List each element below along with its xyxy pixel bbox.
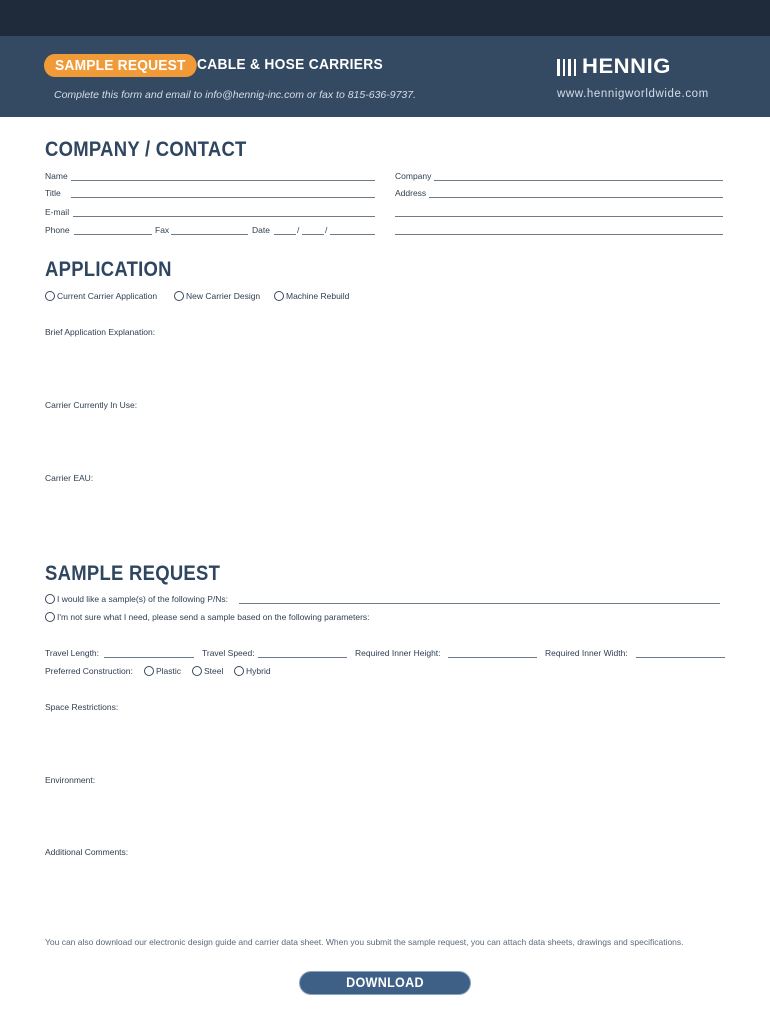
parameters-radio[interactable] <box>45 612 55 622</box>
logo-bar-icon <box>557 59 560 76</box>
phone-label: Phone <box>45 225 70 235</box>
website-link[interactable]: www.hennigworldwide.com <box>557 88 709 100</box>
inner-height-label: Required Inner Height: <box>355 648 441 658</box>
travel-speed-label: Travel Speed: <box>202 648 255 658</box>
address-label: Address <box>395 188 427 198</box>
logo-wordmark: HENNIG <box>582 55 671 78</box>
travel-length-label: Travel Length: <box>45 648 100 658</box>
header-title: CABLE & HOSE CARRIERS <box>197 56 383 73</box>
title-field[interactable] <box>71 197 375 198</box>
date-separator: / <box>297 225 300 235</box>
name-label: Name <box>45 171 68 181</box>
fax-field[interactable] <box>171 234 248 235</box>
current-carrier-radio[interactable] <box>45 291 55 301</box>
plastic-radio[interactable] <box>144 666 154 676</box>
date-year-field[interactable] <box>330 234 375 235</box>
environment-label: Environment: <box>45 775 96 785</box>
address-field-1[interactable] <box>429 197 723 198</box>
travel-length-field[interactable] <box>104 657 194 658</box>
company-field[interactable] <box>434 180 723 181</box>
current-carrier-label: Current Carrier Application <box>57 291 158 301</box>
hybrid-radio[interactable] <box>234 666 244 676</box>
logo-bar-icon <box>574 59 577 76</box>
additional-comments-label: Additional Comments: <box>45 847 129 857</box>
pn-sample-label: I would like a sample(s) of the following P/Ns: <box>57 594 229 604</box>
inner-width-label: Required Inner Width: <box>545 648 628 658</box>
carrier-in-use-label: Carrier Currently In Use: <box>45 400 138 410</box>
hybrid-label: Hybrid <box>246 666 271 676</box>
company-contact-heading: COMPANY / CONTACT <box>45 138 247 161</box>
steel-radio[interactable] <box>192 666 202 676</box>
machine-rebuild-label: Machine Rebuild <box>286 291 350 301</box>
fax-label: Fax <box>155 225 170 235</box>
pn-sample-radio[interactable] <box>45 594 55 604</box>
new-carrier-radio[interactable] <box>174 291 184 301</box>
application-heading: APPLICATION <box>45 258 172 281</box>
carrier-eau-label: Carrier EAU: <box>45 473 94 483</box>
logo-bar-icon <box>568 59 571 76</box>
company-label: Company <box>395 171 432 181</box>
sample-request-heading: SAMPLE REQUEST <box>45 562 221 585</box>
inner-height-field[interactable] <box>448 657 537 658</box>
inner-width-field[interactable] <box>636 657 725 658</box>
logo-bar-icon <box>563 59 566 76</box>
email-label: E-mail <box>45 207 70 217</box>
download-brochure-label: DOWNLOAD BROCHURE <box>346 974 424 1011</box>
email-field[interactable] <box>73 216 375 217</box>
phone-field[interactable] <box>74 234 152 235</box>
steel-label: Steel <box>204 666 224 676</box>
hennig-logo <box>557 55 671 78</box>
date-label: Date <box>252 225 270 235</box>
title-label: Title <box>45 188 61 198</box>
travel-speed-field[interactable] <box>258 657 347 658</box>
download-note: You can also download our electronic design guide and carrier data sheet. When you submit the sample request, you can attach data sheets, drawings and specifications. <box>45 937 684 947</box>
date-day-field[interactable] <box>302 234 324 235</box>
space-restrictions-label: Space Restrictions: <box>45 702 119 712</box>
machine-rebuild-radio[interactable] <box>274 291 284 301</box>
parameters-label: I'm not sure what I need, please send a sample based on the following parameters: <box>57 612 370 622</box>
name-field[interactable] <box>71 180 375 181</box>
sample-request-badge: SAMPLE REQUEST <box>44 54 197 77</box>
date-month-field[interactable] <box>274 234 296 235</box>
download-brochure-button[interactable] <box>299 971 471 1011</box>
construction-label: Preferred Construction: <box>45 666 133 676</box>
new-carrier-label: New Carrier Design <box>186 291 261 301</box>
address-field-2[interactable] <box>395 216 723 217</box>
pn-field[interactable] <box>239 603 720 604</box>
top-bar <box>0 0 770 36</box>
date-separator: / <box>325 225 328 235</box>
plastic-label: Plastic <box>156 666 182 676</box>
form-instructions: Complete this form and email to info@hennig-inc.com or fax to 815-636-9737. <box>54 89 417 101</box>
address-field-3[interactable] <box>395 234 723 235</box>
brief-explanation-label: Brief Application Explanation: <box>45 327 156 337</box>
